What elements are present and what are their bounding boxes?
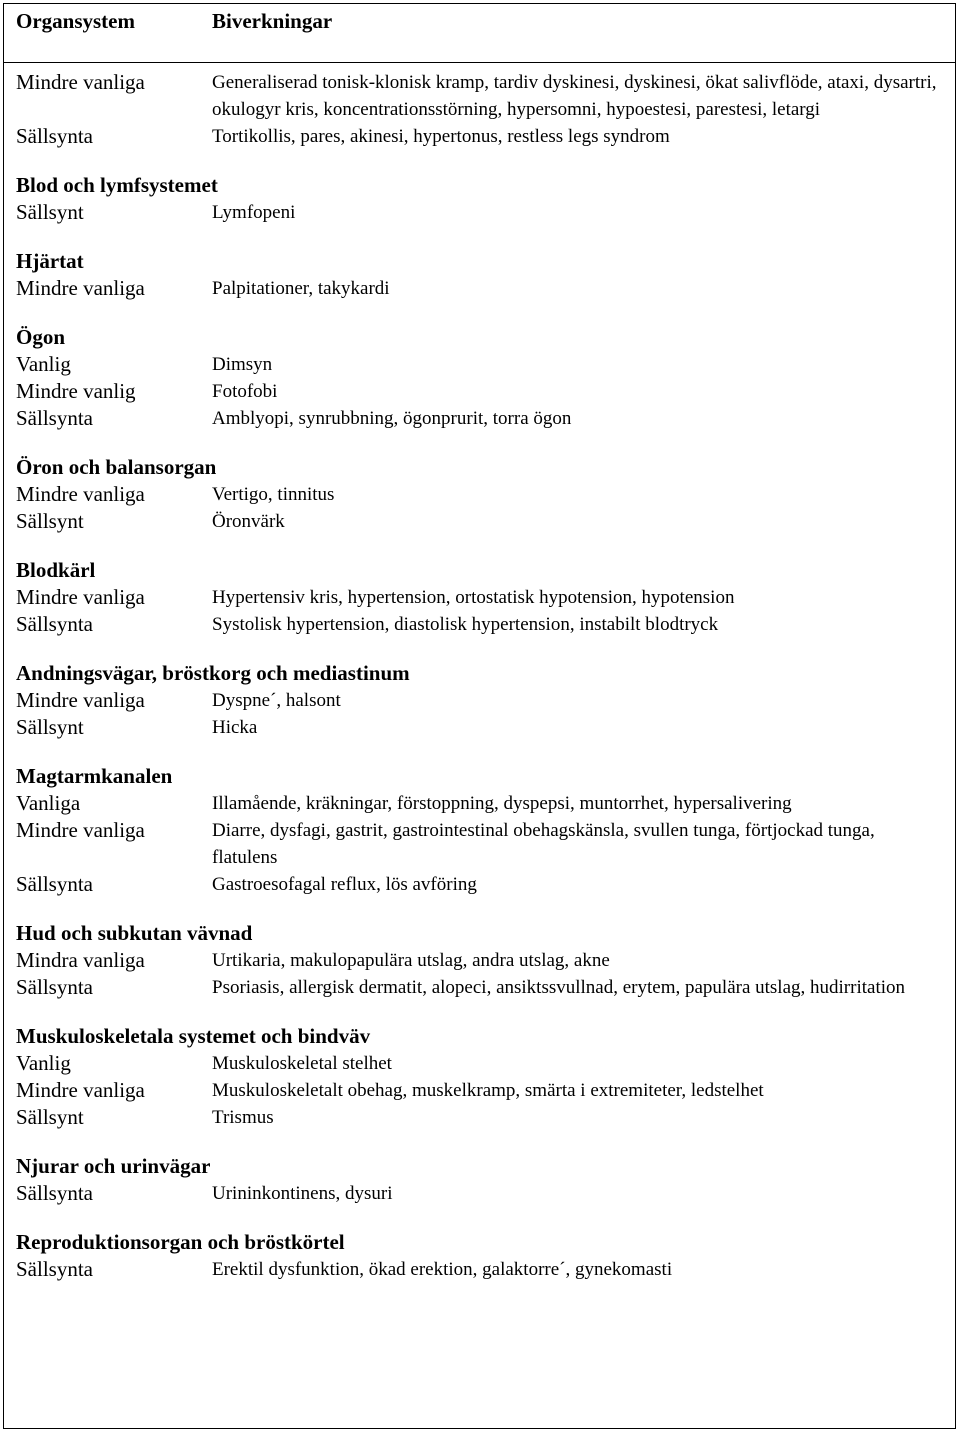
- effect-row: [4, 1104, 955, 1131]
- frequency-label: Vanlig: [16, 1051, 71, 1075]
- adverse-effects-text: Öronvärk: [212, 511, 285, 532]
- organ-section: [4, 1228, 955, 1283]
- frequency-label: Sällsynta: [16, 406, 93, 430]
- organ-section: [4, 323, 955, 432]
- header-organsystem: Organsystem: [16, 9, 135, 33]
- effect-row: [4, 817, 955, 871]
- adverse-effects-text: Generaliserad tonisk-klonisk kramp, tardiv dyskinesi, dyskinesi, ökat salivflöde, ataxi, dysartri, okulogyr kris, koncentrationsstörning, hypersomni, hypoestesi, parestesi, letargi: [212, 72, 937, 120]
- organ-system-title: Blod och lymfsystemet: [16, 173, 218, 197]
- frequency-label: Sällsynta: [16, 1257, 93, 1281]
- effect-row: [4, 687, 955, 714]
- frequency-label: Mindre vanlig: [16, 379, 136, 403]
- adverse-effects-text: Muskuloskeletalt obehag, muskelkramp, smärta i extremiteter, ledstelhet: [212, 1080, 764, 1101]
- organ-system-title: Ögon: [16, 325, 66, 349]
- adverse-effects-text: Urininkontinens, dysuri: [212, 1183, 393, 1204]
- effect-row: [4, 611, 955, 638]
- effect-row: [4, 481, 955, 508]
- frequency-label: Mindre vanliga: [16, 585, 145, 609]
- header-biverkningar: Biverkningar: [212, 9, 333, 33]
- organ-system-title: Magtarmkanalen: [16, 764, 173, 788]
- adverse-effects-text: Vertigo, tinnitus: [212, 484, 335, 505]
- frequency-label: Vanliga: [16, 791, 81, 815]
- organ-section: [4, 659, 955, 741]
- adverse-effects-text: Trismus: [212, 1107, 274, 1128]
- frequency-label: Sällsynt: [16, 200, 84, 224]
- effect-row: [4, 1077, 955, 1104]
- effect-row: [4, 69, 955, 123]
- effect-row: [4, 351, 955, 378]
- effect-row: [4, 584, 955, 611]
- frequency-label: Sällsynta: [16, 612, 93, 636]
- organ-section: [4, 247, 955, 302]
- table-body: [4, 63, 955, 1304]
- frequency-label: Mindre vanliga: [16, 688, 145, 712]
- organ-section: [4, 556, 955, 638]
- frequency-label: Sällsynt: [16, 509, 84, 533]
- organ-system-title: Njurar och urinvägar: [16, 1154, 211, 1178]
- adverse-effects-text: Tortikollis, pares, akinesi, hypertonus, restless legs syndrom: [212, 126, 670, 147]
- adverse-effects-text: Hypertensiv kris, hypertension, ortostatisk hypotension, hypotension: [212, 587, 735, 608]
- effect-row: [4, 508, 955, 535]
- adverse-effects-text: Erektil dysfunktion, ökad erektion, galaktorre´, gynekomasti: [212, 1259, 673, 1280]
- organ-section: [4, 1022, 955, 1131]
- organ-section: [4, 919, 955, 1001]
- effect-row: [4, 1180, 955, 1207]
- organ-system-title: Andningsvägar, bröstkorg och mediastinum: [16, 661, 410, 685]
- adverse-effects-text: Diarre, dysfagi, gastrit, gastrointestinal obehagskänsla, svullen tunga, förtjockad tunga, flatulens: [212, 820, 875, 868]
- effect-row: [4, 405, 955, 432]
- effect-row: [4, 1050, 955, 1077]
- adverse-effects-text: Muskuloskeletal stelhet: [212, 1053, 392, 1074]
- adverse-effects-text: Palpitationer, takykardi: [212, 278, 390, 299]
- adverse-effects-text: Amblyopi, synrubbning, ögonprurit, torra ögon: [212, 408, 572, 429]
- adverse-effects-table: [3, 3, 956, 1429]
- organ-system-title: Muskuloskeletala systemet och bindväv: [16, 1024, 371, 1048]
- adverse-effects-text: Psoriasis, allergisk dermatit, alopeci, ansiktssvullnad, erytem, papulära utslag, hudirritation: [212, 977, 905, 998]
- adverse-effects-text: Gastroesofagal reflux, lös avföring: [212, 874, 477, 895]
- effect-row: [4, 1256, 955, 1283]
- frequency-label: Sällsynt: [16, 715, 84, 739]
- adverse-effects-text: Fotofobi: [212, 381, 278, 402]
- adverse-effects-text: Dyspne´, halsont: [212, 690, 341, 711]
- organ-section: [4, 1152, 955, 1207]
- frequency-label: Mindre vanliga: [16, 482, 145, 506]
- frequency-label: Sällsynta: [16, 872, 93, 896]
- organ-system-title: Hjärtat: [16, 249, 84, 273]
- organ-section: [4, 63, 955, 150]
- adverse-effects-text: Illamående, kräkningar, förstoppning, dyspepsi, muntorrhet, hypersalivering: [212, 793, 792, 814]
- effect-row: [4, 378, 955, 405]
- adverse-effects-text: Dimsyn: [212, 354, 273, 375]
- adverse-effects-text: Urtikaria, makulopapulära utslag, andra utslag, akne: [212, 950, 610, 971]
- organ-section: [4, 171, 955, 226]
- frequency-label: Vanlig: [16, 352, 71, 376]
- frequency-label: Sällsynta: [16, 124, 93, 148]
- frequency-label: Mindre vanliga: [16, 1078, 145, 1102]
- adverse-effects-text: Lymfopeni: [212, 202, 296, 223]
- organ-system-title: Blodkärl: [16, 558, 96, 582]
- effect-row: [4, 790, 955, 817]
- frequency-label: Sällsynta: [16, 1181, 93, 1205]
- frequency-label: Mindra vanliga: [16, 948, 145, 972]
- organ-section: [4, 453, 955, 535]
- frequency-label: Mindre vanliga: [16, 70, 145, 94]
- adverse-effects-text: Systolisk hypertension, diastolisk hypertension, instabilt blodtryck: [212, 614, 719, 635]
- effect-row: [4, 275, 955, 302]
- frequency-label: Mindre vanliga: [16, 276, 145, 300]
- organ-system-title: Reproduktionsorgan och bröstkörtel: [16, 1230, 345, 1254]
- effect-row: [4, 947, 955, 974]
- frequency-label: Sällsynt: [16, 1105, 84, 1129]
- effect-row: [4, 714, 955, 741]
- frequency-label: Sällsynta: [16, 975, 93, 999]
- effect-row: [4, 871, 955, 898]
- organ-system-title: Öron och balansorgan: [16, 455, 217, 479]
- table-header-row: [4, 4, 955, 63]
- organ-system-title: Hud och subkutan vävnad: [16, 921, 253, 945]
- effect-row: [4, 974, 955, 1001]
- effect-row: [4, 199, 955, 226]
- frequency-label: Mindre vanliga: [16, 818, 145, 842]
- organ-section: [4, 762, 955, 898]
- adverse-effects-text: Hicka: [212, 717, 258, 738]
- effect-row: [4, 123, 955, 150]
